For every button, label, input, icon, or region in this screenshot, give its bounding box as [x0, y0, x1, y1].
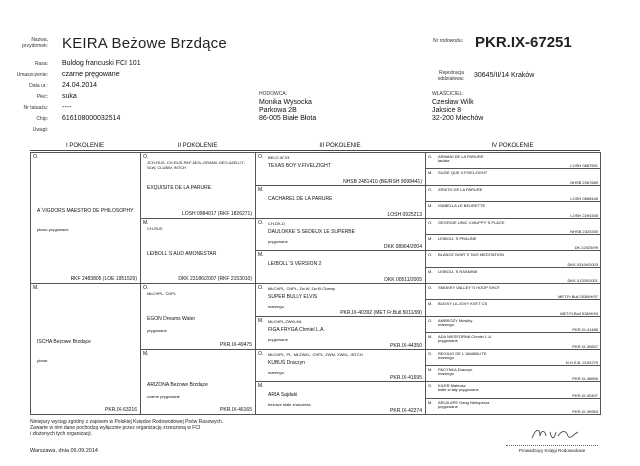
sex-marker: M.	[428, 399, 433, 405]
place-date: Warszawa, dnia 09.09.2014	[30, 448, 98, 454]
gen4-cell	[425, 234, 601, 251]
registration-value: 30645/II/14 Kraków	[474, 72, 535, 79]
dog-color: płowo-pręgowane	[37, 227, 69, 232]
gen3-cell	[255, 218, 426, 252]
tattoo-value: ----	[62, 104, 72, 111]
gen4-cell	[425, 365, 601, 382]
sex-marker: M.	[428, 268, 433, 274]
gen2-cell	[140, 218, 256, 285]
remarks-label: Uwagi:	[32, 127, 48, 133]
breeder-line: Monika Wysocka	[259, 99, 312, 106]
sex-marker: M.	[143, 350, 149, 357]
pedigree-number: PKR.IX-67251	[475, 34, 572, 51]
dog-name: KUBUŚ Draczyn	[268, 359, 305, 366]
dog-color: pręgowane	[438, 403, 458, 409]
dog-reg: MET.Fr.Bull 518/H/93	[560, 310, 598, 316]
dog-color: pręgowane	[147, 328, 167, 333]
gen3-cell	[255, 283, 426, 317]
sex-marker: M.	[258, 317, 264, 324]
dog-reg: DKK 01330/2001	[567, 278, 598, 283]
chip-label: Chip:	[36, 116, 48, 122]
dog-reg: LOSH 2294348	[570, 212, 598, 218]
dog-reg: DKK 23186/2007 (RKF 2153010)	[178, 276, 252, 282]
dog-reg: LOSH 0925213	[387, 211, 422, 218]
gen4-cell	[425, 283, 601, 300]
dog-name: ADA NIESFORNA Chmiel L.A.	[438, 334, 493, 340]
dog-name: LEIBOLL`S VERSION 2	[268, 261, 322, 268]
dog-titles: BELG.W`03	[268, 155, 290, 160]
dog-name: ISABELLA LE BEURETTE	[438, 203, 486, 209]
dog-reg: PKR.IX-63216	[105, 407, 137, 413]
dog-name: SUPER BULLY ELVIS	[268, 294, 318, 300]
sex-marker: O.	[428, 186, 433, 192]
breed-label: Rasa:	[34, 61, 48, 67]
dog-name: ISCHA Beżowe Brzdące	[37, 339, 91, 345]
signature	[528, 424, 582, 444]
dob-label: Data ur.:	[29, 83, 48, 89]
dog-name: BLANCE NOIR`S TAIS MEDITATION	[438, 252, 504, 258]
registration-label: Rejestracja oddziałowa:	[437, 70, 464, 82]
dog-reg: PKR.IX-41695	[390, 375, 422, 382]
sex-marker: O.	[258, 219, 264, 226]
dog-name: AMBROŻY Moskity	[438, 317, 473, 323]
dog-titles: CH-DK-D	[268, 220, 285, 226]
dog-name: KEIRA Beżowe Brzdące	[62, 35, 227, 52]
color-label: Umaszczenie:	[16, 72, 48, 78]
footer-note-line: Niniejszy wyciąg zgodny z zapisem w Polskiej Księdze Rodowodowej Psów Rasowych.	[30, 419, 224, 425]
dog-name: LEIBOLL`S RASMINE	[438, 268, 478, 274]
dog-reg: N.H.S.B. 2152279	[565, 359, 598, 365]
gen2-cell	[140, 152, 256, 219]
owner-line: Czesław Wilk	[432, 99, 474, 106]
dog-name: A`VIGDORS MAESTRO DE PHILOSOPHY	[37, 208, 134, 214]
dog-name: BUGSY LILJOVY KVET CS	[438, 301, 488, 307]
owner-label: WŁAŚCICIEL:	[432, 91, 464, 97]
gen4-cell	[425, 185, 601, 202]
sex-marker: M.	[428, 366, 433, 372]
dog-name: ZENITH DE LA PARURE	[438, 186, 483, 192]
breeder-block	[259, 99, 316, 123]
breeder-line: Parkowa 2B	[259, 107, 297, 114]
sex-marker: O.	[428, 383, 433, 389]
dog-titles: JCH-RUS, CH-RUS-RKF-MOL-GRAND-GEO-AZB-LIT-SLW, CLUBW, INTCH	[147, 160, 245, 170]
dog-reg: PKR.IX-38696	[572, 376, 598, 382]
dog-reg: NHSB 2481410 (BE/RSH 9098441)	[343, 178, 422, 185]
owner-line: 32-200 Miechów	[432, 115, 484, 122]
dog-name: FIGA FRYGA Chmiel L.A.	[268, 326, 325, 333]
footer-note-line: Zawarte w nim dane pochodzą wyłącznie przez organizację zrzeszoną w FCI	[30, 425, 201, 431]
dog-name: ARIJA APE Gang Nietoperza	[438, 399, 490, 405]
dog-reg: PKR.IX-42274	[390, 408, 422, 414]
gen4-cell	[425, 267, 601, 284]
sex-marker: O.	[33, 154, 39, 160]
dog-reg: LOSH 0868446	[570, 196, 598, 202]
pedigree-table	[30, 152, 600, 414]
footer-note	[30, 419, 223, 437]
gen4-cell	[425, 398, 601, 415]
dog-name: KILER Mateusz	[438, 383, 466, 389]
gen1-cell	[30, 152, 141, 284]
sex-marker: O.	[428, 285, 433, 290]
dog-color: marengo	[438, 370, 454, 376]
gen-header-3: III POKOLENIE	[319, 143, 361, 149]
dog-titles: MŁCHPL, CHPL, Zw.W, Zw.Kl.Champ	[268, 286, 336, 291]
dog-color: beżowe białe znaczenia	[268, 402, 311, 408]
dog-reg: NHSB 2324330	[570, 228, 598, 234]
sex-marker: O.	[428, 252, 433, 258]
sex-marker: M.	[428, 334, 433, 340]
dog-color: pręgowane	[268, 336, 288, 342]
sex-label: Płeć:	[36, 94, 48, 100]
sex-marker: O.	[143, 154, 149, 160]
color-value: czarne pręgowane	[62, 71, 120, 78]
dog-reg: PKR.IX-40392 (MET Fr.Bull.5011/99)	[340, 309, 422, 316]
divider	[30, 150, 600, 151]
sex-marker: O.	[258, 350, 264, 357]
dog-reg: DK 22025/99	[574, 245, 598, 251]
gen3-cell	[255, 152, 426, 186]
gen3-cell	[255, 250, 426, 284]
dog-reg: PKR.IX-46165	[220, 407, 252, 413]
dog-reg: PKR.IX-44350	[390, 342, 422, 349]
dob-value: 24.04.2014	[62, 82, 98, 89]
dog-name: TEXAS BOY V.FIVELZIGHT	[268, 163, 331, 169]
dog-color: marengo	[438, 321, 454, 327]
dog-reg: RKF 2483805 (LOE 1951529)	[70, 276, 137, 282]
sex-marker: O.	[258, 154, 264, 160]
breeder-label: HODOWCA:	[259, 91, 288, 97]
breeder-line: 86-005 Białe Błota	[259, 115, 317, 122]
dog-name: LEIBOLL`S PRALINE	[438, 235, 477, 241]
dog-name: REGILIO DE L`AMABILITE	[438, 350, 487, 356]
gen2-cell	[140, 349, 256, 416]
sex-marker: M.	[428, 203, 433, 209]
gen4-cell	[425, 332, 601, 349]
sex-marker: M.	[143, 219, 149, 226]
sex-marker: M.	[428, 301, 433, 307]
dog-color: marengo	[268, 304, 284, 309]
dog-reg: PKR.IX-41486	[572, 327, 598, 333]
dog-reg: PKR.IX-39953	[572, 409, 598, 414]
breed-value: Buldog francuski FCI 101	[62, 60, 141, 67]
dog-reg: DKK 00511/2005	[384, 277, 422, 283]
gen3-cell	[255, 185, 426, 219]
signature-caption: Prowadzący Księgi Rodowodowe	[518, 448, 586, 453]
dog-titles: CH-RUS	[147, 225, 163, 231]
gen-header-4: IV POKOLENIE	[491, 143, 534, 149]
dog-color: białe w łaty pręgowane	[438, 387, 479, 393]
tattoo-label: Nr tatuażu:	[23, 105, 48, 111]
dog-name: GEORGIE UNIC V.MUPPY`S PLACE	[438, 219, 505, 225]
dog-name: ARIA Sajdaki	[268, 392, 298, 399]
dog-reg: LOSH 0887591	[570, 163, 598, 169]
owner-line: Jaksice 8	[432, 107, 462, 114]
sex-marker: M.	[258, 186, 264, 193]
sex-marker: O.	[143, 285, 149, 291]
dog-reg: MET.Fr.Bull.2536/H/97	[557, 294, 598, 300]
dog-name: LEIBOLL`S AUD AMONESTAR	[147, 250, 217, 257]
gen4-cell	[425, 299, 601, 316]
sex-marker: O.	[428, 219, 433, 225]
sex-marker: O.	[428, 350, 433, 356]
dog-name: PACYNKA Draczyn	[438, 366, 473, 372]
gen4-cell	[425, 152, 601, 169]
dog-name: DAULOKKE`S SEDEUX LE SUPERBE	[268, 228, 355, 235]
gen3-cell	[255, 381, 426, 415]
sex-marker: M.	[428, 170, 433, 176]
dog-reg: LOSH 0984017 (RKF 1826271)	[181, 210, 252, 217]
chip-value: 616108000032514	[62, 115, 121, 122]
gen4-cell	[425, 316, 601, 333]
gen2-cell	[140, 283, 256, 350]
sex-marker: M.	[33, 285, 39, 291]
dog-color: czarne pręgowane	[147, 393, 180, 399]
dog-reg: DKK 03194/2003	[567, 261, 598, 267]
dog-color: marengo	[268, 369, 284, 375]
gen4-cell	[425, 218, 601, 235]
sex-marker: M.	[258, 252, 264, 259]
sex-marker: M.	[428, 235, 433, 241]
dog-titles: MŁCHPL,ZWKLML	[268, 318, 303, 324]
gen1-cell	[30, 283, 141, 415]
dog-name: ARMANI DE LA PARURE	[438, 154, 484, 159]
dog-reg: PKR.IX-39837	[572, 343, 598, 349]
gen-header-1: I POKOLENIE	[65, 143, 104, 149]
regno-label: Nr rodowodu:	[432, 38, 463, 44]
dog-name: EXQUISITE DE LA PARURE	[147, 185, 212, 191]
owner-block	[432, 99, 483, 123]
dog-name: SUZIE QUE V.FIVELZIGHT	[438, 170, 488, 176]
sex-marker: O.	[428, 154, 433, 159]
dog-reg: PKR.IX-49475	[220, 341, 252, 348]
dog-titles: MŁCHPL, PL, MŁZWKL, CHPL, ZWM, ZWKL, INTCH	[268, 351, 363, 357]
dog-reg: DKK 08964/2004	[383, 244, 422, 251]
sex-value: suka	[62, 93, 77, 100]
dog-color: pręgowane	[268, 238, 288, 244]
sex-marker: O.	[428, 317, 433, 323]
dog-color: płowe	[37, 358, 48, 363]
signature-line	[506, 445, 598, 446]
dog-name: ARIZONA Beżowe Brzdące	[147, 381, 208, 388]
dog-titles: MŁCHPL, CHPL	[147, 291, 177, 296]
sex-marker: M.	[258, 383, 264, 390]
dog-reg: PKR.IX-40497	[572, 392, 598, 398]
dog-color: łaciate	[438, 158, 450, 163]
gen-header-2: II POKOLENIE	[177, 143, 218, 149]
footer-note-line: i złożonych tych organizacji.	[30, 431, 92, 437]
dog-name: EGON Dreams Water	[147, 316, 196, 322]
dog-color: marengo	[438, 354, 454, 360]
gen3-cell	[255, 349, 426, 383]
dog-reg: NHSB 2367689	[570, 179, 598, 185]
dog-color: pręgowane	[438, 338, 458, 344]
gen4-cell	[425, 349, 601, 366]
name-label: Nazwa, przydomek:	[22, 37, 48, 49]
gen4-cell	[425, 250, 601, 267]
gen4-cell	[425, 381, 601, 398]
dog-name: CACHAREL DE LA PARURE	[268, 195, 333, 202]
sex-marker: O.	[258, 285, 264, 291]
gen4-cell	[425, 168, 601, 185]
dog-name: SMOKEY VALLEY`S HOOP SHOT	[438, 285, 501, 290]
gen4-cell	[425, 201, 601, 218]
gen3-cell	[255, 316, 426, 350]
